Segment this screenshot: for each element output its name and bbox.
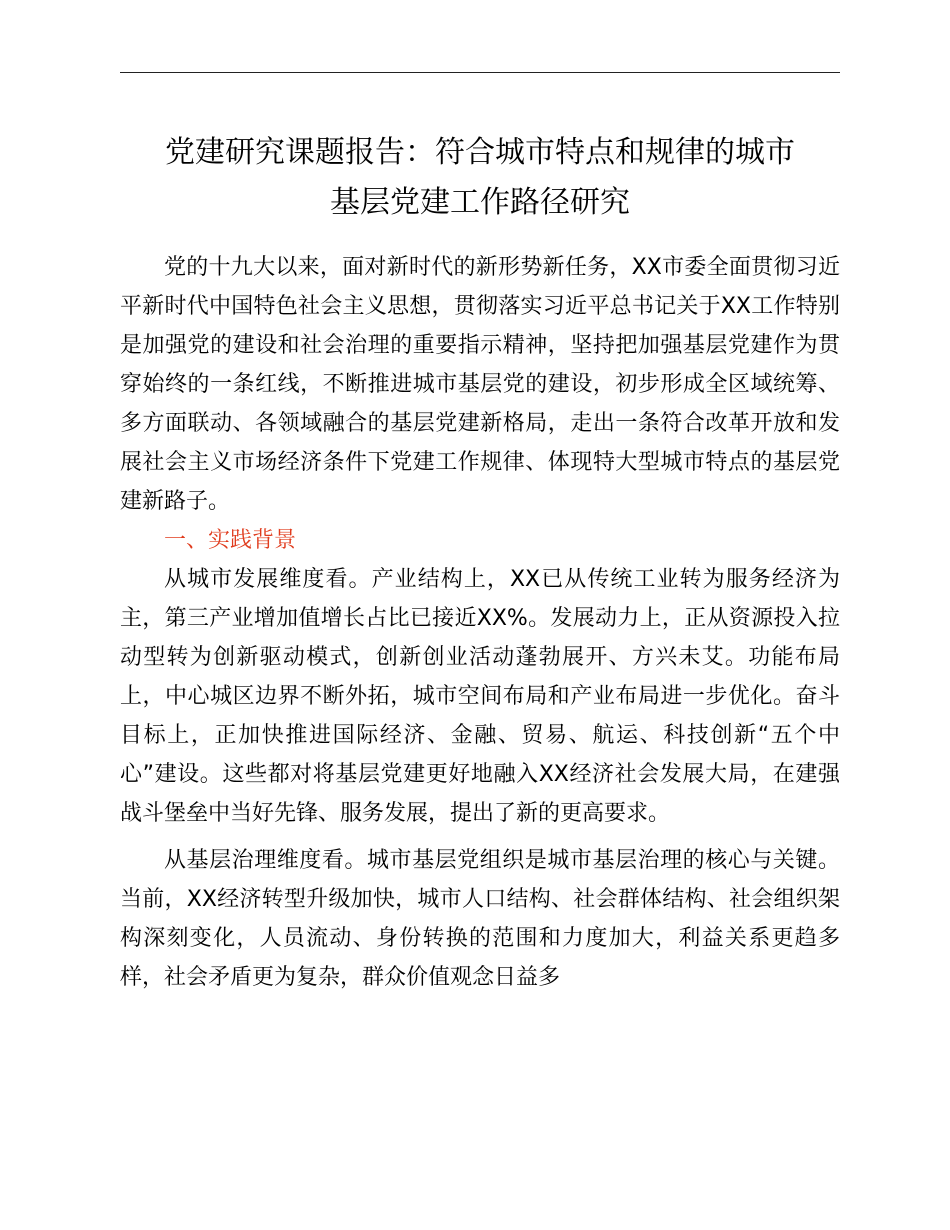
body-paragraph: 从城市发展维度看。产业结构上，XX已从传统工业转为服务经济为主，第三产业增加值增长占比已接近XX%。发展动力上，正从资源投入拉动型转为创新驱动模式，创新创业活动蓬勃展开、方兴未艾。功能布局上，中心城区边界不断外拓，城市空间布局和产业布局进一步优化。奋斗目标上，正加快推进国际经济、金融、贸易、航运、科技创新“五个中心”建设。这些都对将基层党建更好地融入XX经济社会发展大局，在建强战斗堡垒中当好先锋、服务发展，提出了新的更高要求。: [120, 567, 840, 826]
document-title: [120, 128, 840, 228]
title-line-1: 党建研究课题报告：符合城市特点和规律的城市: [165, 135, 795, 170]
document-body: [120, 248, 840, 997]
header-rule: [120, 72, 840, 73]
title-line-2: 基层党建工作路径研究: [330, 185, 630, 220]
body-paragraph: 从基层治理维度看。城市基层党组织是城市基层治理的核心与关键。当前，XX经济转型升级加快，城市人口结构、社会群体结构、社会组织架构深刻变化，人员流动、身份转换的范围和力度加大，利益关系更趋多样，社会矛盾更为复杂，群众价值观念日益多: [120, 848, 840, 990]
intro-paragraph: 党的十九大以来，面对新时代的新形势新任务，XX市委全面贯彻习近平新时代中国特色社会主义思想，贯彻落实习近平总书记关于XX工作特别是加强党的建设和社会治理的重要指示精神，坚持把加强基层党建作为贯穿始终的一条红线，不断推进城市基层党的建设，初步形成全区域统筹、多方面联动、各领域融合的基层党建新格局，走出一条符合改革开放和发展社会主义市场经济条件下党建工作规律、体现特大型城市特点的基层党建新路子。: [120, 255, 840, 514]
section-heading: 一、实践背景: [164, 528, 297, 553]
